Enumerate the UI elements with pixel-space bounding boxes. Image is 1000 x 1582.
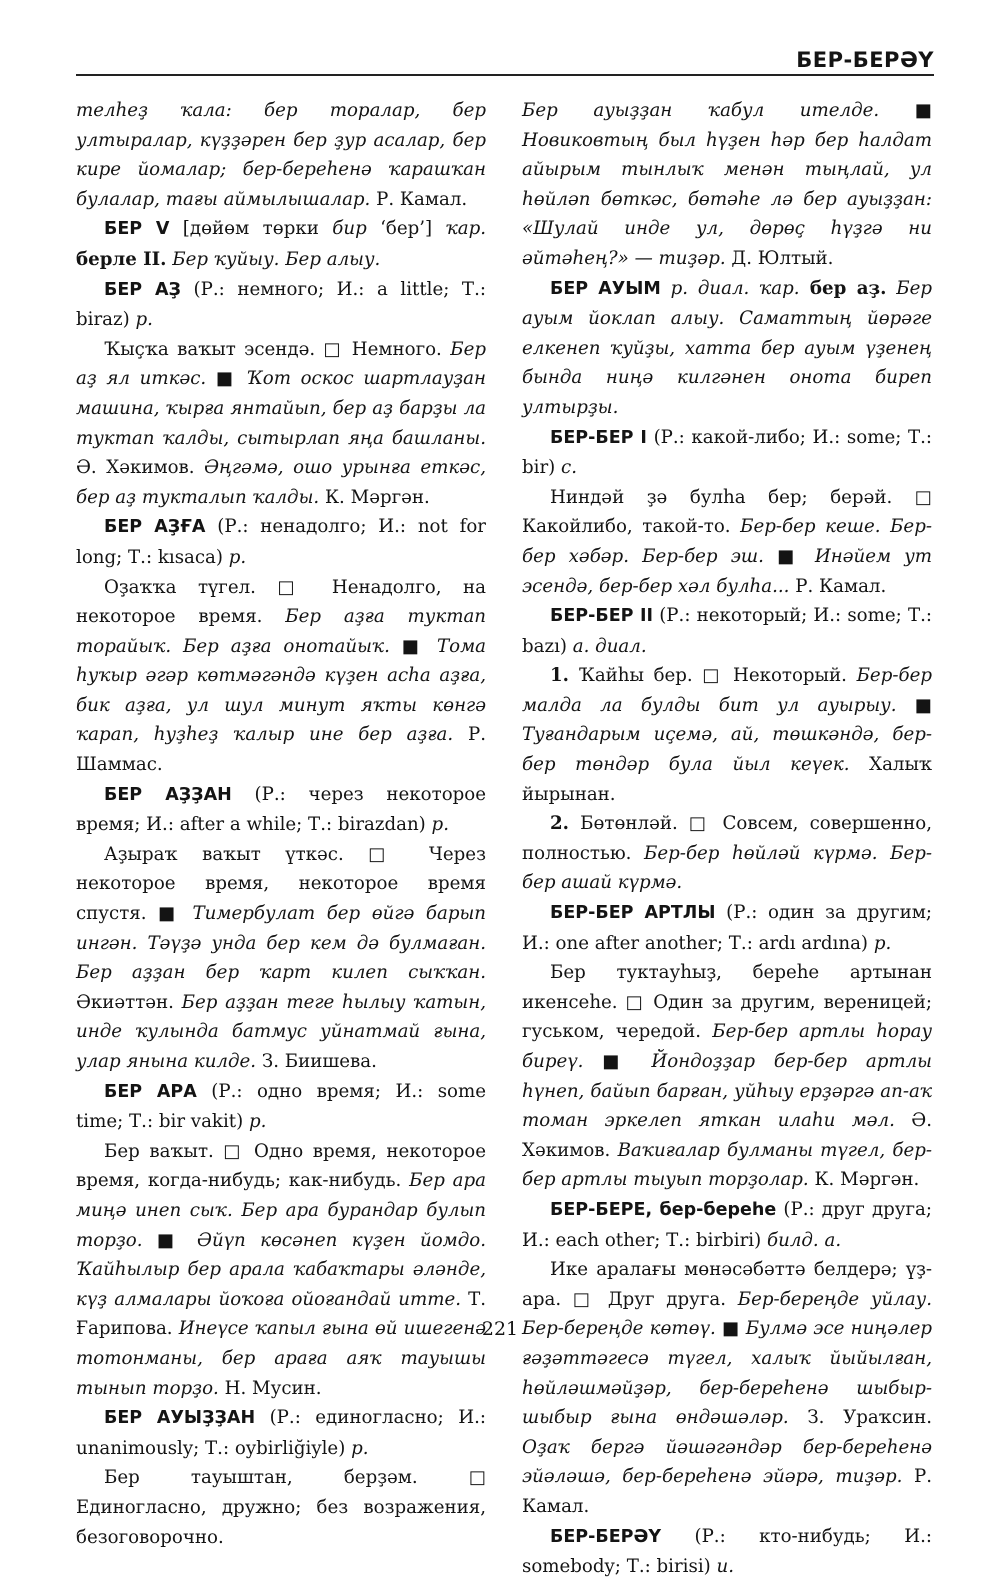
headword: БЕР-БЕР АРТЛЫ: [550, 903, 716, 924]
entry-ber-azzan: БЕР АҘҘАН (Р.: через некоторое время; И.: after a while; Т.: birazdan) р.: [76, 783, 486, 836]
sense-2: 2. Бөтөнләй. □ Совсем, совершенно, полностью. Бер-бер һөйләй күрмә. Бер-бер ашай күрмә.: [522, 813, 932, 894]
entry-ber-ber-2: БЕР-БЕР II (Р.: некоторый; И.: some; Т.: bazı) а. диал.: [522, 605, 932, 657]
entry-ber-v: БЕР V [дөйөм төрки бир ‘бер’] ҡар. берле II. Бер ҡуйыу. Бер алыу.: [76, 218, 486, 270]
entry-ber-auyzzan: БЕР АУЫҘҘАН (Р.: единогласно; И.: unanimously; Т.: oybirliğiyle) р.: [76, 1407, 486, 1459]
definition-ber-ara: Бер ваҡыт. □ Одно время, некоторое время, когда-нибудь; как-нибудь. Бер ара миңә инеп сыҡ. Бер ара бурандар булып торҙо. ■ Әйүп көсәнеп күҙен йомдо. Ҡайһылыр бер арала ҡабаҡтары әләнде, күҙ алмалары йоҡоға ойоғандай итте. Т. Ғарипова. Инеүсе ҡапыл ғына өй ишегенә тотонманы, бер араға аяҡ тауышы тынып торҙо. Н. Мусин.: [76, 1140, 486, 1399]
headword: БЕР V: [104, 219, 170, 240]
entry-ber-ber-1: БЕР-БЕР I (Р.: какой-либо; И.: some; Т.: bir) с.: [522, 426, 932, 479]
definition-ber-bere: Ике аралағы мөнәсәбәттә белдерә; үҙ-ара. □ Друг друга. Бер-береңде уйлау. Бер-береңде көтөү. ■ Булмә эсе ниңәлер ғәҙәттәгесә түгел, халыҡ йыйылған, һөйләшмәйҙәр, бер-береһенә шыбыр-шыбыр ғына өндәшәләр. З. Ураҡсин. Оҙаҡ бергә йәшәгәндәр бер-береһенә эйәләшә, бер-береһенә эйәрә, тиҙәр. Р. Камал.: [522, 1259, 933, 1517]
sense-1: 1. Ҡайһы бер. □ Некоторый. Бер-бер малда ла булды бит ул ауырыу. ■ Туғандарым иҫемә, ай, төшкәндә, бер-бер төндәр була йыл кеүек. Халыҡ йырынан.: [522, 665, 932, 805]
page-number: 221: [481, 1318, 519, 1340]
definition-ber-azzan: Аҙыраҡ ваҡыт үткәс. □ Через некоторое время, некоторое время спустя. ■ Тимербулат бер өйгә барып ингән. Тәүҙә унда бер кем дә булмаған. Бер аҙҙан бер ҡарт килеп сыҡҡан. Әкиәттән. Бер аҙҙан теге һылыу ҡатын, инде ҡулында батмус уйнатмай ғына, улар янына килде. З. Биишева.: [76, 843, 486, 1072]
entry-continuation: телһеҙ ҡала: бер торалар, бер ултыралар, күҙҙәрен бер ҙур асалар, бер кире йомалар; бер-береһенә ҡарашҡан булалар, тағы аймылышалар. Р. Камал.: [76, 100, 486, 210]
headword: БЕР-БЕР I: [550, 427, 647, 448]
entry-ber-ber-artly: БЕР-БЕР АРТЛЫ (Р.: один за другим; И.: one after another; Т.: ardı ardına) р.: [522, 902, 932, 954]
definition-ber-ber-artly: Бер туктауһыҙ, береһе артынан икенсеһе. □ Один за другим, вереницей; гуськом, чередой. Бер-бер артлы һорау биреү. ■ Йондоҙҙар бер-бер артлы һүнеп, байып барған, уйһыу ерҙәргә ап-аҡ томан эркелеп яткан илаһи мәл. Ә. Хәкимов. Ваҡиғалар булманы түгел, бер-бер артлы тыуып торҙолар. К. Мәргән.: [522, 962, 932, 1191]
entry-ber-az: БЕР АҘ (Р.: немного; И.: a little; Т.: biraz) р.: [76, 278, 486, 331]
entry-ber-ara: БЕР АРА (Р.: одно время; И.: some time; Т.: bir vakit) р.: [76, 1080, 487, 1133]
definition-ber-azga: Оҙаҡҡа түгел. □ Ненадолго, на некоторое время. Бер аҙға туктап торайыҡ. Бер аҙға онотайыҡ. ■ Тома һуҡыр әгәр көтмәгәндә күҙен асһа аҙға, бик аҙға, ул шул минут яҡты көнгә ҡарап, һуҙһеҙ ҡалыр ине бер аҙға. Р. Шаммас.: [76, 576, 486, 776]
headword: БЕР АРА: [104, 1081, 197, 1102]
right-column: [522, 96, 932, 1582]
running-head-title: БЕР-БЕРӘҮ: [796, 48, 934, 72]
headword: БЕР АУЫМ: [550, 278, 661, 299]
headword: БЕР-БЕРЕ, бер-береһе: [550, 1199, 777, 1220]
entry-ber-azga: БЕР АҘҒА (Р.: ненадолго; И.: not for long; Т.: kısaca) р.: [76, 516, 486, 568]
headword: БЕР АҘҘАН: [104, 784, 232, 805]
running-header: [76, 46, 934, 76]
headword: БЕР АҘҒА: [104, 517, 206, 538]
headword: БЕР АҘ: [104, 279, 181, 300]
headword: БЕР АУЫҘҘАН: [104, 1408, 256, 1429]
definition-ber-auyzzan: Бер тауыштан, берҙәм. □ Единогласно, дружно; без возражения, безоговорочно.: [76, 1467, 486, 1548]
headword: БЕР-БЕР II: [550, 606, 654, 627]
definition-ber-az: Ҡыҫҡа ваҡыт эсендә. □ Немного. Бер аҙ ял иткәс. ■ Ҡот оскос шартлауҙан машина, ҡырға янтайып, бер аҙ барҙы ла туктап ҡалды, сытырлап яңа башланы. Ә. Хәкимов. Әңгәмә, ошо урынға еткәс, бер аҙ тукталып ҡалды. К. Мәргән.: [76, 338, 487, 508]
entry-ber-bere: БЕР-БЕРЕ, бер-береһе (Р.: друг друга; И.: each other; Т.: birbiri) билд. а.: [522, 1198, 933, 1251]
headword: БЕР-БЕРӘҮ: [550, 1526, 662, 1547]
definition-continuation: Бер ауыҙҙан ҡабул ителде. ■ Новиковтың был һүҙен һәр бер һалдат айырым тынлыҡ менән тыңлай, ул һөйләп бөткәс, бөтәһе лә бер ауыҙҙан: «Шулай инде ул, дөрөҫ һүҙгә ни әйтәһең?» — тиҙәр. Д. Юлтый.: [522, 100, 932, 269]
entry-ber-beraw: БЕР-БЕРӘҮ (Р.: кто-нибудь; И.: somebody; Т.: birisi) и.: [522, 1525, 932, 1578]
definition-ber-ber-1: Ниндәй ҙә булһа бер; берәй. □ Какойлибо, такой-то. Бер-бер кеше. Бер-бер хәбәр. Бер-бер эш. ■ Инәйем ут эсендә, бер-бер хәл булһа... Р. Камал.: [522, 486, 933, 597]
entry-ber-auym: БЕР АУЫМ р. диал. ҡар. бер аҙ. Бер ауым йоклап алыу. Саматтың йөрәге елкенеп ҡуйҙы, хатта бер ауым үҙенең бында ниңә килгәнен онота биреп ултырҙы.: [522, 277, 932, 418]
